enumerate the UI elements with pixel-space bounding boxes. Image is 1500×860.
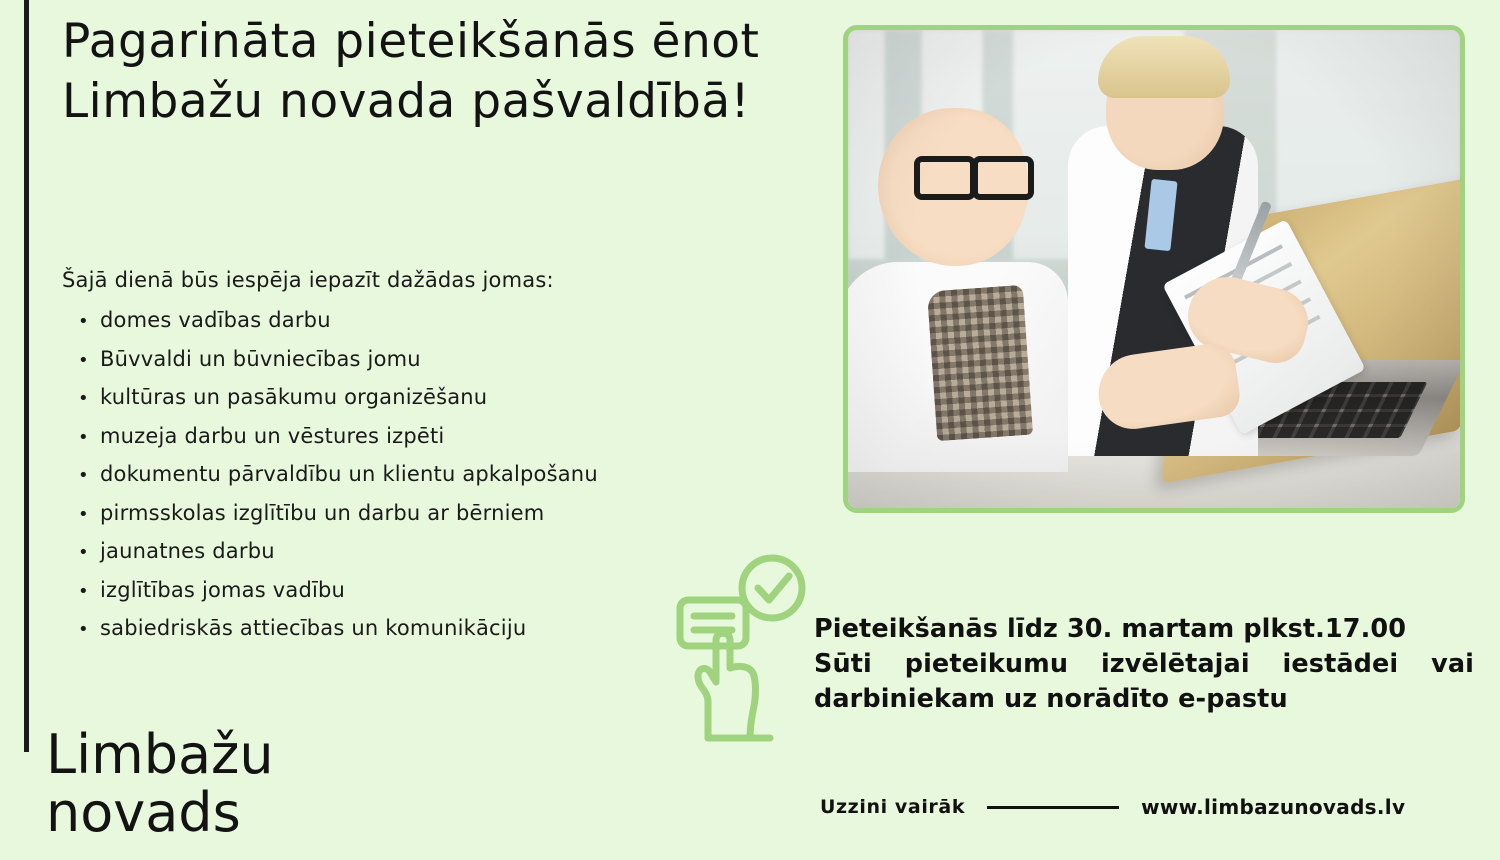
list-item — [78, 424, 798, 463]
hand-click-checkmark-icon — [672, 552, 822, 742]
list-item-label: sabiedriskās attiecības un komunikāciju — [100, 616, 527, 640]
list-item — [78, 308, 798, 347]
list-item-label: izglītības jomas vadību — [100, 577, 346, 602]
cta-deadline: Pieteikšanās līdz 30. martam plkst.17.00 — [814, 614, 1407, 644]
cta-instruction: Sūti pieteikumu izvēlētajai iestādei vai darbiniekam uz norādīto e-pastu — [814, 649, 1474, 715]
list-item — [78, 501, 798, 540]
list-item-label: domes vadības darbu — [100, 308, 331, 332]
bullet-icon — [78, 506, 100, 524]
logo-line-2: novads — [46, 780, 241, 844]
list-item-label: kultūras un pasākumu organizēšanu — [100, 385, 488, 409]
photo-vignette — [848, 30, 1460, 508]
bullet-icon — [78, 390, 100, 408]
bullet-icon — [78, 583, 100, 601]
list-item-label: dokumentu pārvaldību un klientu apkalpošanu — [100, 462, 598, 486]
list-item — [78, 462, 798, 501]
learn-more-label: Uzzini vairāk — [820, 796, 966, 818]
list-item — [78, 347, 798, 386]
cta-text — [814, 612, 1474, 718]
bullet-icon — [78, 429, 100, 447]
footer — [820, 795, 1480, 819]
website-url[interactable]: www.limbazunovads.lv — [1141, 795, 1406, 819]
list-item-label: Būvvaldi un būvniecības jomu — [100, 346, 421, 371]
page-title: Pagarināta pieteikšanās ēnot Limbažu novada pašvaldībā! — [62, 14, 760, 129]
bullet-icon — [78, 313, 100, 331]
left-accent-bar — [24, 0, 29, 752]
bullet-icon — [78, 621, 100, 639]
photo-render — [848, 30, 1460, 508]
bullet-icon — [78, 352, 100, 370]
footer-divider — [987, 806, 1119, 809]
children-at-laptop-photo — [843, 25, 1465, 513]
municipality-logo — [46, 723, 274, 844]
bullet-icon — [78, 467, 100, 485]
intro-text: Šajā dienā būs iespēja iepazīt dažādas jomas: — [62, 268, 554, 292]
bullet-icon — [78, 544, 100, 562]
list-item-label: pirmsskolas izglītību un darbu ar bērniem — [100, 500, 545, 525]
list-item-label: muzeja darbu un vēstures izpēti — [100, 423, 445, 448]
list-item — [78, 385, 798, 424]
list-item-label: jaunatnes darbu — [100, 539, 275, 563]
logo-line-1: Limbažu — [46, 723, 274, 786]
